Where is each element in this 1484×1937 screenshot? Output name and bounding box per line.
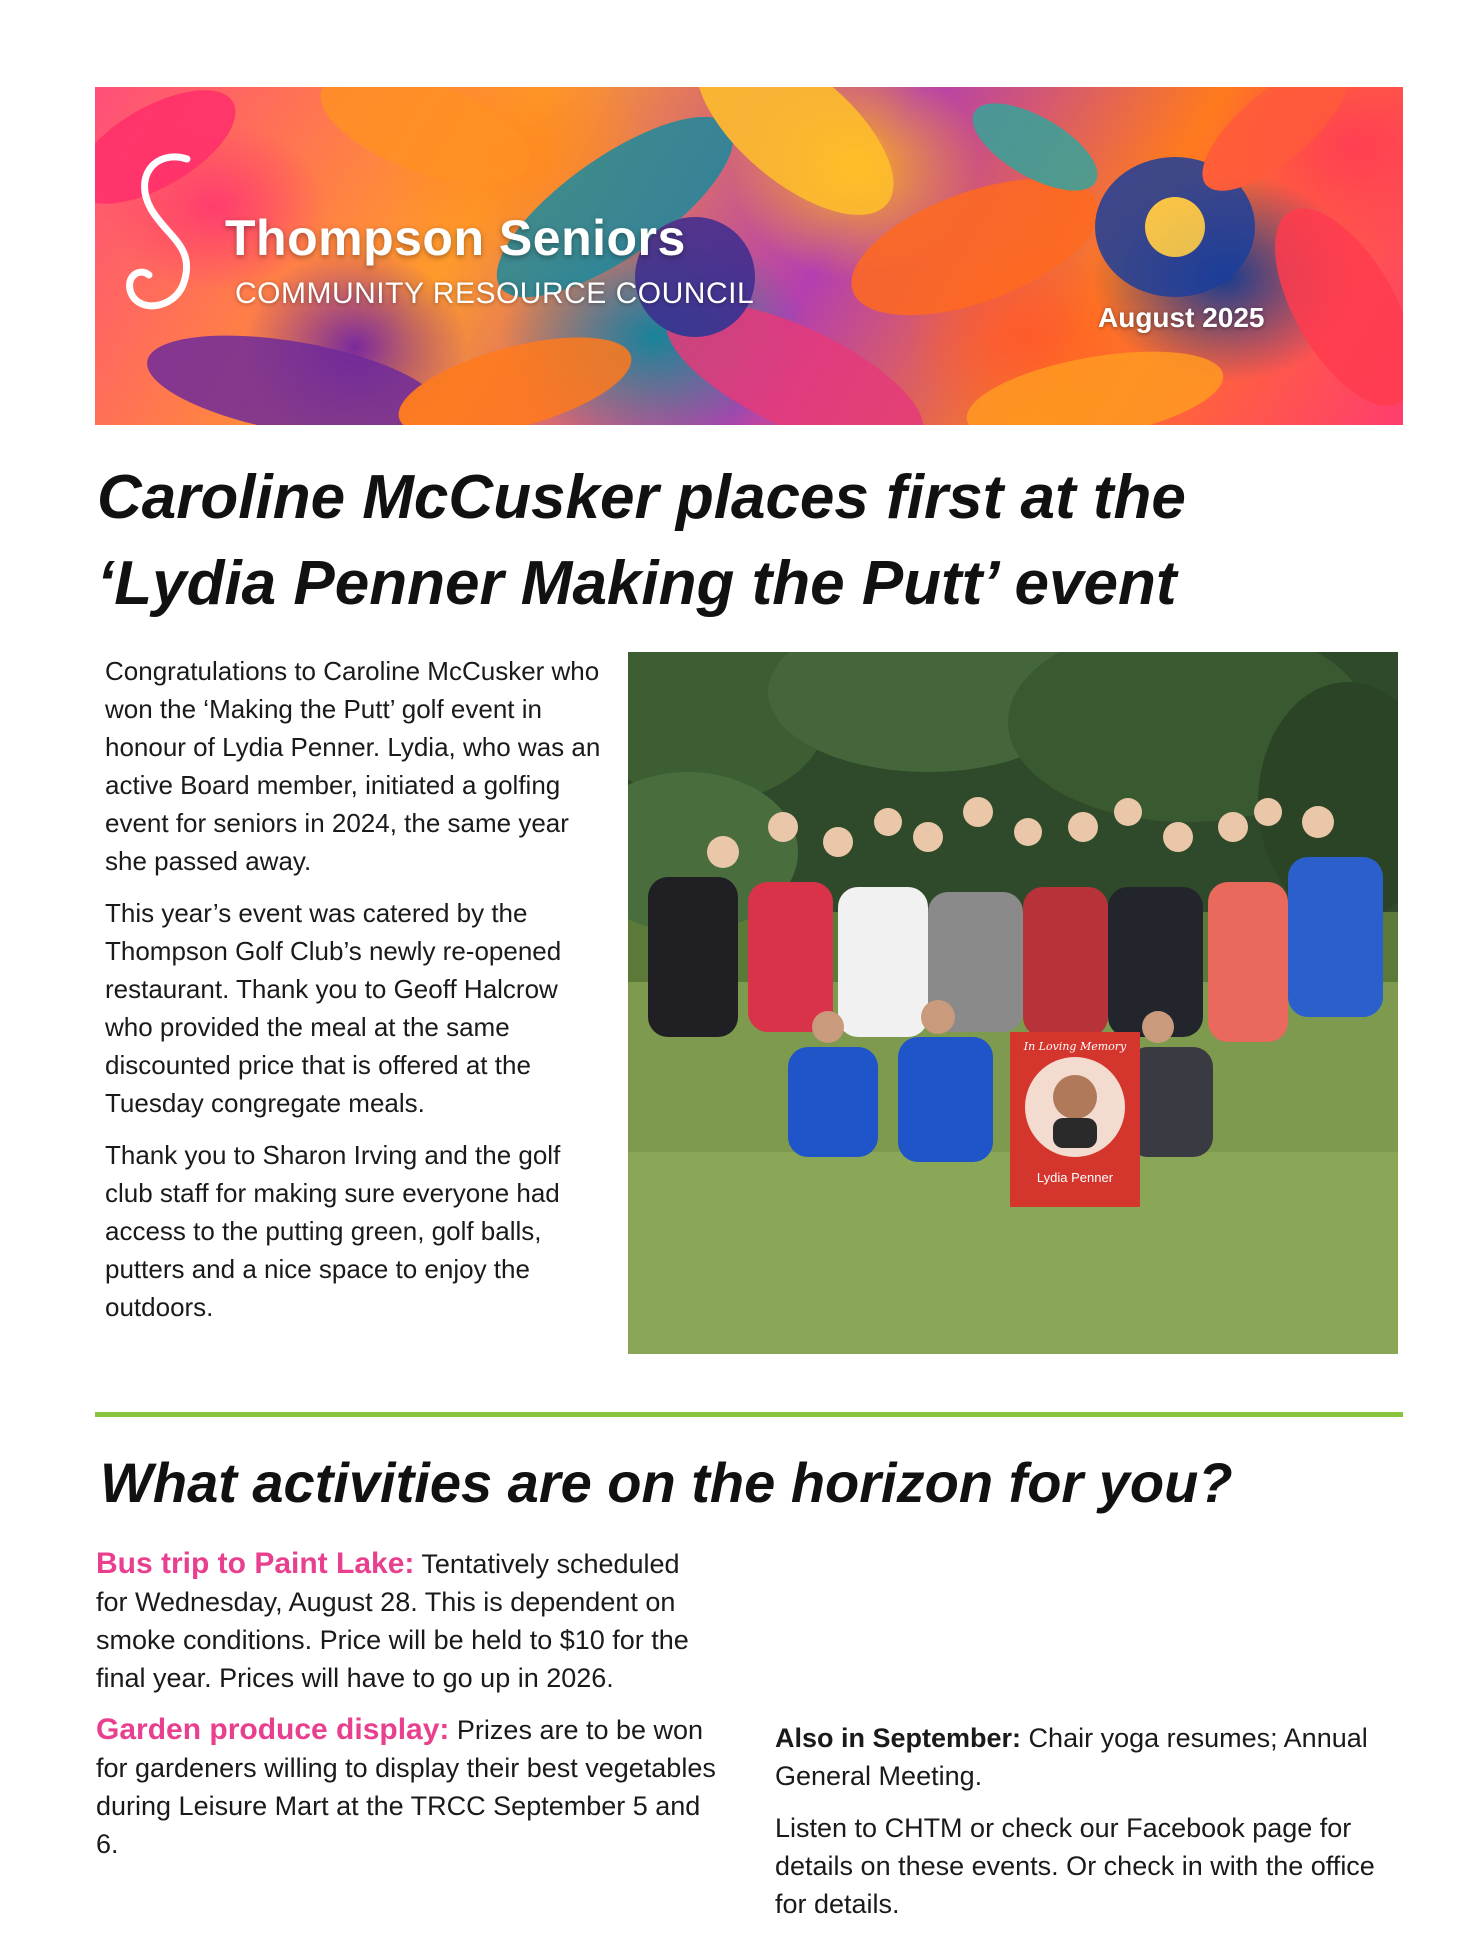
- story-paragraph: Congratulations to Caroline McCusker who won the ‘Making the Putt’ golf event in honour of Lydia Penner. Lydia, who was an active Board member, initiated a golfing event for seniors in 2024, the same year she passed away.: [105, 656, 601, 876]
- story-text: [105, 652, 605, 1340]
- header-banner: [95, 87, 1403, 425]
- september-heading: Also in September:: [775, 1723, 1022, 1753]
- bus-trip-heading: Bus trip to Paint Lake:: [96, 1547, 415, 1580]
- logo-s-icon: [125, 147, 205, 317]
- headline-line-1: Caroline McCusker places first at the: [97, 463, 1186, 532]
- garden-text: Prizes are to be won for gardeners willing to display their best vegetables during Leisure Mart at the TRCC September 5 and 6.: [96, 1715, 716, 1859]
- garden-heading: Garden produce display:: [96, 1713, 450, 1746]
- story-paragraph: This year’s event was catered by the Thompson Golf Club’s newly re-opened restaurant. Thank you to Geoff Halcrow who provided the meal at the same discounted price that is offered at the Tuesday congregate meals.: [105, 898, 562, 1118]
- listen-item: Listen to CHTM or check our Facebook page for details on these events. Or check in with the office for details.: [775, 1813, 1375, 1919]
- brand-name: Thompson Seniors: [225, 210, 686, 266]
- bus-trip-text: Tentatively scheduled for Wednesday, August 28. This is dependent on smoke conditions. Price will be held to $10 for the final year. Prices will have to go up in 2026.: [96, 1549, 689, 1693]
- headline-line-2: ‘Lydia Penner Making the Putt’ event: [97, 549, 1177, 618]
- section-title: What activities are on the horizon for you?: [100, 1451, 1233, 1514]
- group-photo-illustration: [628, 652, 1398, 1354]
- section-divider: [95, 1412, 1403, 1417]
- page-title: [97, 455, 1397, 627]
- brand-subtitle: COMMUNITY RESOURCE COUNCIL: [235, 277, 755, 310]
- september-item: [775, 1719, 1400, 1795]
- memorial-banner-script: In Loving Memory: [1023, 1040, 1127, 1053]
- garden-item: [96, 1711, 716, 1863]
- activities-column-right: [775, 1545, 1400, 1937]
- september-text: Chair yoga resumes; Annual General Meeting.: [775, 1723, 1368, 1791]
- memorial-banner-name: Lydia Penner: [1036, 1170, 1114, 1185]
- story-paragraph: Thank you to Sharon Irving and the golf club staff for making sure everyone had access to the putting green, golf balls, putters and a nice space to enjoy the outdoors.: [105, 1140, 561, 1322]
- group-photo: [628, 652, 1398, 1354]
- activities-column-left: [96, 1545, 716, 1877]
- issue-date: August 2025: [1098, 302, 1265, 333]
- bus-trip-item: [96, 1545, 716, 1697]
